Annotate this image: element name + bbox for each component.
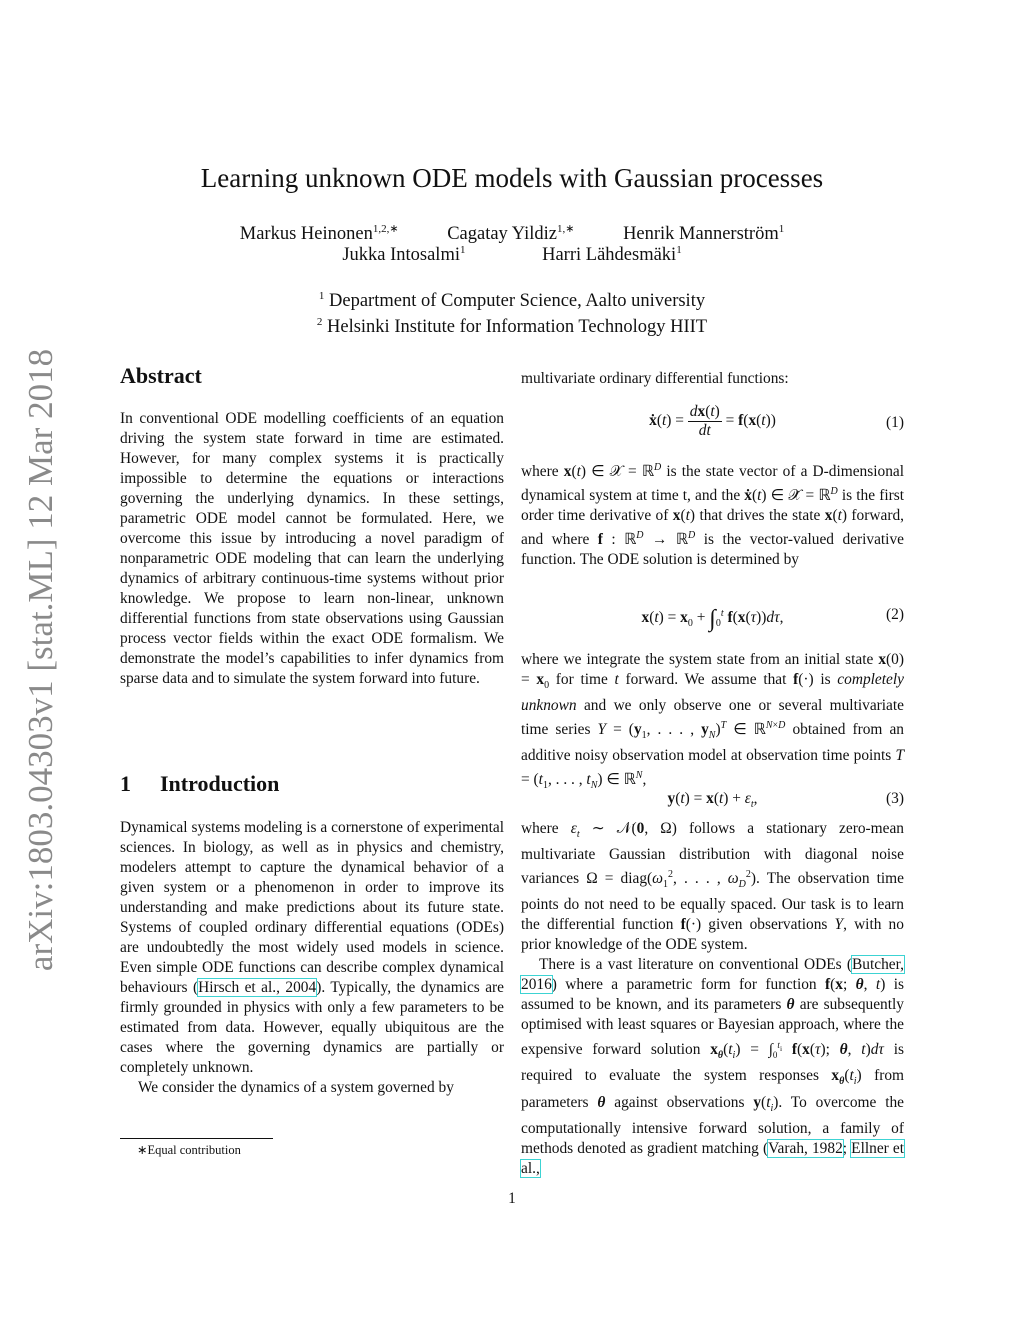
footnote: ∗Equal contribution [137, 1143, 241, 1157]
equation-number: (3) [886, 790, 904, 807]
citation-link[interactable]: Butcher, 2016 [521, 956, 904, 994]
author-line-2 [0, 244, 1024, 266]
citation-link[interactable]: Hirsch et al., 2004 [198, 979, 317, 996]
right-paragraph-1: where x(t) ∈ 𝒳 = ℝ$^D$ is the state vector of a D-dimensional dynamical system at time t, and the ẋ(t) ∈ 𝒳̇ = ℝ$^D$ is the first order time derivative of x(t) that drives the state x(t) forward, and where f : ℝ$^D$ → ℝ$^D$ is the vector-valued derivative function. The ODE solution is determined by [521, 462, 905, 569]
introduction-body [120, 818, 504, 1098]
affiliations [0, 286, 1024, 338]
equation-number: (2) [886, 606, 904, 623]
right-paragraph-3: where $\varepsilon_t$ ∼ 𝒩(0, Ω) follows a stationary zero-mean multivariate Gaussian distribution with diagonal noise variances $\Omega = diag(\omega_1^2$, . . . , $\omega_D^2$). The observation time points do not need to be equally spaced. Our task is to learn the differential function f(·) given observations Y, with no prior knowledge of the ODE system. There is a vast literature on conventional ODEs (Butcher, 2016) where a parametric form for function f(x; θ, t) is assumed to be known, and its parameters θ are subsequently optimised with least squares or Bayesian approach, where the expensive forward solution $x_\theta(t_i) = \int_0^{t_i}$ f(x(τ); θ, t)dτ is required to evaluate the system responses $x_\theta(t_i)$ from parameters θ against observations $y(t_i)$. To overcome the computationally intensive forward solution, a family of methods denoted as gradient matching (Varah, 1982; Ellner et al., [521, 820, 905, 1177]
author: Markus Heinonen$^{1,2,∗}$ [239, 223, 399, 245]
affiliation: $^1$ Department of Computer Science, Aalto university [318, 290, 706, 312]
citation-link[interactable]: Ellner et al., [521, 1139, 905, 1177]
equation-number: (1) [886, 414, 904, 431]
equation-1 [521, 403, 904, 447]
page-number: 1 [508, 1190, 516, 1207]
paper-title: Learning unknown ODE models with Gaussian processes [200, 163, 824, 193]
author-line-1 [0, 222, 1024, 245]
right-paragraph-2: where we integrate the system state from an initial state $x(0) = x_0$ for time t forward. We assume that f(·) is completely unknown and we only observe one or several multivariate time series $Y = (y_1$, . . . , $y_N)^T$ ∈ ℝ$^{N\times D}$ obtained from an additive noisy observation model at observation time points $T = (t_1$, . . . , $t_N$) ∈ ℝ$^N$, [521, 651, 904, 792]
equation-body: $x(t) = x_0 + \int_0^t$ f(x(τ))dτ, [641, 606, 784, 632]
author: Cagatay Yildiz$^{1,∗}$ [447, 223, 575, 245]
equation-body: ẋ(t) = $\frac{dx(t)}{dt}$ = f(x(t)) [649, 403, 776, 439]
affiliation: $^2$ Helsinki Institute for Information Technology HIIT [316, 316, 708, 338]
equation-2 [521, 592, 904, 642]
author: Harri Lähdesmäki$^1$ [542, 244, 682, 266]
intro-paragraph-2: We consider the dynamics of a system governed by [138, 1079, 454, 1096]
equation-body: $y(t) = x(t) + \varepsilon_t$, [667, 790, 758, 811]
arxiv-identifier[interactable]: arXiv:1803.04303v1 [stat.ML] 12 Mar 2018 [21, 348, 60, 972]
section-heading-introduction: 1 Introduction [120, 771, 280, 796]
author: Jukka Intosalmi$^1$ [342, 244, 466, 266]
abstract-body [120, 409, 504, 689]
intro-paragraph-1: Dynamical systems modeling is a cornerstone of experimental sciences. In biology, as well as in physics and chemistry, modelers attempt to capture the dynamical behavior of a given system or a phenomenon in order to improve its understanding and make predictions about its future state. Systems of coupled ordinary differential equations (ODEs) are undoubtedly the most widely used models in science. Even simple ODE functions can describe complex dynamical behaviours (Hirsch et al., 2004). Typically, the dynamics are firmly grounded in physics with only a few parameters to be estimated from data. However, equally ubiquitous are the cases where the governing dynamics are partially or completely unknown. [120, 819, 504, 1076]
citation-link[interactable]: Varah, 1982 [768, 1139, 843, 1157]
abstract-heading: Abstract [120, 363, 202, 388]
abstract-text: In conventional ODE modelling coefficients of an equation driving the system state forward in time are estimated. However, for many complex systems it is practically impossible to determine the equations or interactions governing the underlying dynamics. In these settings, parametric ODE model cannot be formulated. Here, we overcome this issue by introducing a novel paradigm of nonparametric ODE modeling that can learn the underlying dynamics of arbitrary continuous-time systems without prior knowledge. We propose to learn non-linear, unknown differential functions from state observations using Gaussian process vector fields within the exact ODE formalism. We demonstrate the model’s capabilities to infer dynamics from sparse data and to simulate the system forward into future. [120, 410, 504, 687]
author: Henrik Mannerström$^1$ [623, 223, 785, 245]
equation-3 [521, 790, 904, 810]
footnote-rule [120, 1138, 273, 1139]
right-lead: multivariate ordinary differential functions: [521, 370, 789, 387]
